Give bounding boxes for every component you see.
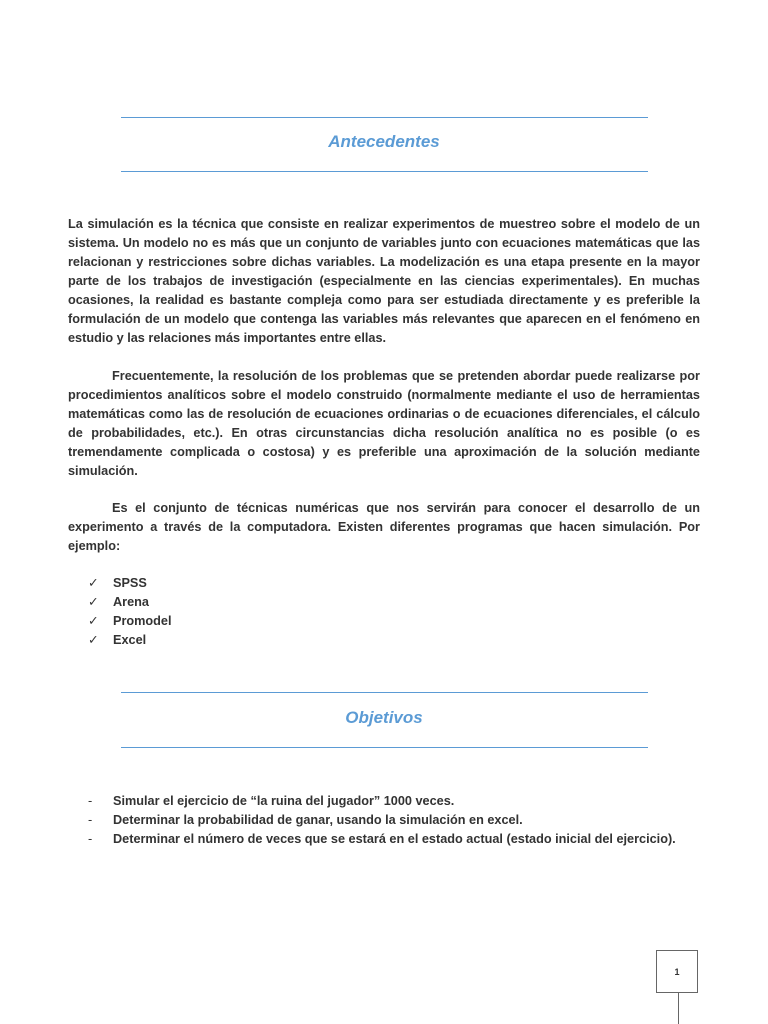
objective-text: Determinar el número de veces que se estará en el estado actual (estado inicial del ejercicio). xyxy=(113,832,676,846)
checkmark-icon: ✓ xyxy=(88,633,99,647)
program-name: Excel xyxy=(113,633,147,647)
objective-text: Determinar la probabilidad de ganar, usando la simulación en excel. xyxy=(113,813,523,827)
dash-bullet: - xyxy=(88,794,93,808)
list-item xyxy=(88,792,676,811)
list-item xyxy=(88,593,172,612)
objectives-list xyxy=(88,792,676,849)
objetivos-top-rule xyxy=(121,692,648,693)
objective-text: Simular el ejercicio de “la ruina del jugador” 1000 veces. xyxy=(113,794,455,808)
objetivos-bottom-rule xyxy=(121,747,648,748)
antecedentes-paragraph-2: Frecuentemente, la resolución de los problemas que se pretenden abordar puede realizarse por procedimientos analíticos sobre el modelo construido (normalmente mediante el uso de herramientas matemáticas como las de resolución de ecuaciones ordinarias o de ecuaciones diferenciales, el cálculo de probabilidades, etc.). En otras circunstancias dicha resolución analítica no es posible (o es tremendamente complicada o costosa) y es preferible una aproximación de la solución mediante simulación. xyxy=(68,369,700,478)
objetivos-heading: Objetivos xyxy=(345,708,423,727)
dash-bullet: - xyxy=(88,832,93,846)
program-name: Arena xyxy=(113,595,149,609)
page-number-connector-line xyxy=(678,993,679,1024)
antecedentes-paragraph-1: La simulación es la técnica que consiste en realizar experimentos de muestreo sobre el modelo de un sistema. Un modelo no es más que un conjunto de variables junto con ecuaciones matemáticas que las relacionan y restricciones sobre dichas variables. La modelización es una etapa presente en la mayor parte de los trabajos de investigación (especialmente en las ciencias experimentales). En muchas ocasiones, la realidad es bastante compleja como para ser estudiada directamente y es preferible la formulación de un modelo que contenga las variables más relevantes que aparecen en el fenómeno en estudio y las relaciones más importantes entre ellas. xyxy=(68,217,700,345)
programs-list xyxy=(88,574,172,650)
antecedentes-heading: Antecedentes xyxy=(328,132,440,151)
page-number-box xyxy=(656,950,698,993)
checkmark-icon: ✓ xyxy=(88,614,99,628)
checkmark-icon: ✓ xyxy=(88,576,99,590)
dash-bullet: - xyxy=(88,813,93,827)
antecedentes-bottom-rule xyxy=(121,171,648,172)
list-item xyxy=(88,830,676,849)
program-name: SPSS xyxy=(113,576,147,590)
list-item xyxy=(88,612,172,631)
list-item xyxy=(88,631,172,650)
list-item xyxy=(88,811,676,830)
antecedentes-paragraph-3: Es el conjunto de técnicas numéricas que nos servirán para conocer el desarrollo de un experimento a través de la computadora. Existen diferentes programas que hacen simulación. Por ejemplo: xyxy=(68,501,700,553)
antecedentes-top-rule xyxy=(121,117,648,118)
list-item xyxy=(88,574,172,593)
checkmark-icon: ✓ xyxy=(88,595,99,609)
program-name: Promodel xyxy=(113,614,172,628)
page-number: 1 xyxy=(674,966,680,977)
